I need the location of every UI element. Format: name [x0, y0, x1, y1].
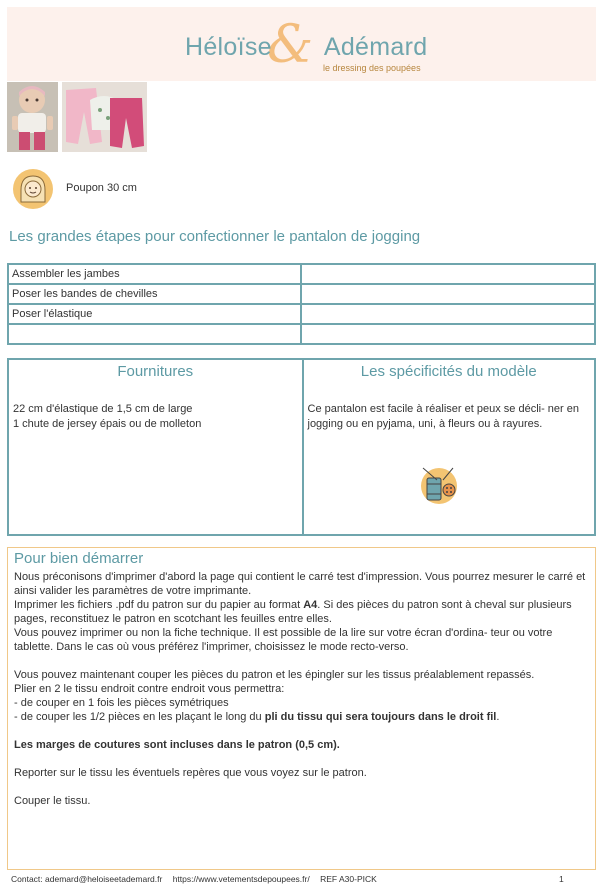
text-run: .: [496, 711, 500, 723]
steps-table: [7, 263, 596, 345]
ampersand-logo-icon: &: [267, 15, 314, 75]
table-cell: [301, 324, 595, 344]
paragraph: Vous pouvez maintenant couper les pièces du patron et les épingler sur les tissus préalablement repassés.: [14, 669, 535, 681]
supplies-item: 22 cm d'élastique de 1,5 cm de large: [13, 403, 193, 415]
paragraph: [14, 598, 589, 626]
specs-title: Les spécificités du modèle: [360, 363, 537, 380]
table-row: [8, 304, 595, 324]
doll-photo[interactable]: [7, 82, 58, 152]
table-row: [8, 264, 595, 284]
contact-email[interactable]: Contact: ademard@heloiseetademard.fr: [11, 874, 163, 884]
table-cell: Poser les bandes de chevilles: [8, 284, 301, 304]
fold-note: pli du tissu qui sera toujours dans le droit fil: [264, 711, 497, 723]
supplies-item: 1 chute de jersey épais ou de molleton: [13, 418, 202, 430]
specs-column: [302, 360, 595, 534]
text-run: . Si des pièces du patron sont à cheval sur plusieurs pages, reconstituez le patron en scotchant les feuilles entre elles.: [14, 599, 572, 625]
list-item: - de couper en 1 fois les pièces symétriques: [14, 697, 229, 709]
table-cell: [8, 324, 301, 344]
paragraph: Couper le tissu.: [14, 795, 91, 807]
paragraph: Plier en 2 le tissu endroit contre endroit vous permettra:: [14, 683, 285, 695]
table-row: [8, 284, 595, 304]
brand-name-part2: Adémard: [323, 33, 428, 61]
getting-started-title: Pour bien démarrer: [14, 550, 144, 567]
website-link[interactable]: https://www.vetementsdepoupees.fr/: [172, 874, 310, 884]
brand-tagline: le dressing des poupées: [323, 63, 421, 73]
supplies-specs-box: [7, 358, 596, 536]
table-cell: [301, 264, 595, 284]
seam-allowance-note: Les marges de coutures sont incluses dans le patron (0,5 cm).: [14, 739, 340, 751]
paragraph: Nous préconisons d'imprimer d'abord la page qui contient le carré test d'impression. Vous pourrez mesurer le carré et ainsi valider les paramètres de votre imprimante.: [14, 571, 586, 597]
reference-code: REF A30-PICK: [320, 874, 377, 884]
garments-photo[interactable]: [62, 82, 147, 152]
sewing-kit-icon: [417, 464, 461, 506]
page-number: 1: [559, 874, 564, 884]
table-cell: [301, 284, 595, 304]
text-run: - de couper les 1/2 pièces en les plaçant le long du: [14, 711, 265, 723]
getting-started-box: [7, 547, 596, 870]
supplies-column: [9, 360, 302, 534]
page-header: [7, 7, 596, 81]
table-cell: [301, 304, 595, 324]
page-footer: [11, 874, 385, 884]
doll-face-icon: [12, 168, 54, 210]
paper-format: A4: [303, 599, 318, 611]
brand-name: [185, 33, 427, 62]
paragraph: Reporter sur le tissu les éventuels repères que vous voyez sur le patron.: [14, 767, 367, 779]
table-cell: Assembler les jambes: [8, 264, 301, 284]
brand-name-part1: Héloïse: [185, 33, 272, 61]
table-cell: Poser l'élastique: [8, 304, 301, 324]
paragraph: Vous pouvez imprimer ou non la fiche technique. Il est possible de la lire sur votre écran d'ordina- teur ou votre tablette. Dans le cas où vous préférez l'imprimer, choisissez le mode recto-verso.: [14, 627, 553, 653]
table-row: [8, 324, 595, 344]
text-run: Imprimer les fichiers .pdf du patron sur du papier au format: [14, 599, 304, 611]
specs-text: Ce pantalon est facile à réaliser et peux se décli- ner en jogging ou en pyjama, uni, à fleurs ou à rayures.: [307, 403, 579, 430]
doll-size-label: Poupon 30 cm: [66, 182, 137, 194]
steps-title: Les grandes étapes pour confectionner le pantalon de jogging: [9, 228, 421, 245]
supplies-title: Fournitures: [117, 363, 194, 380]
list-item: [14, 710, 589, 724]
brand-logo[interactable]: [177, 15, 437, 79]
supplies-list: [9, 402, 302, 432]
